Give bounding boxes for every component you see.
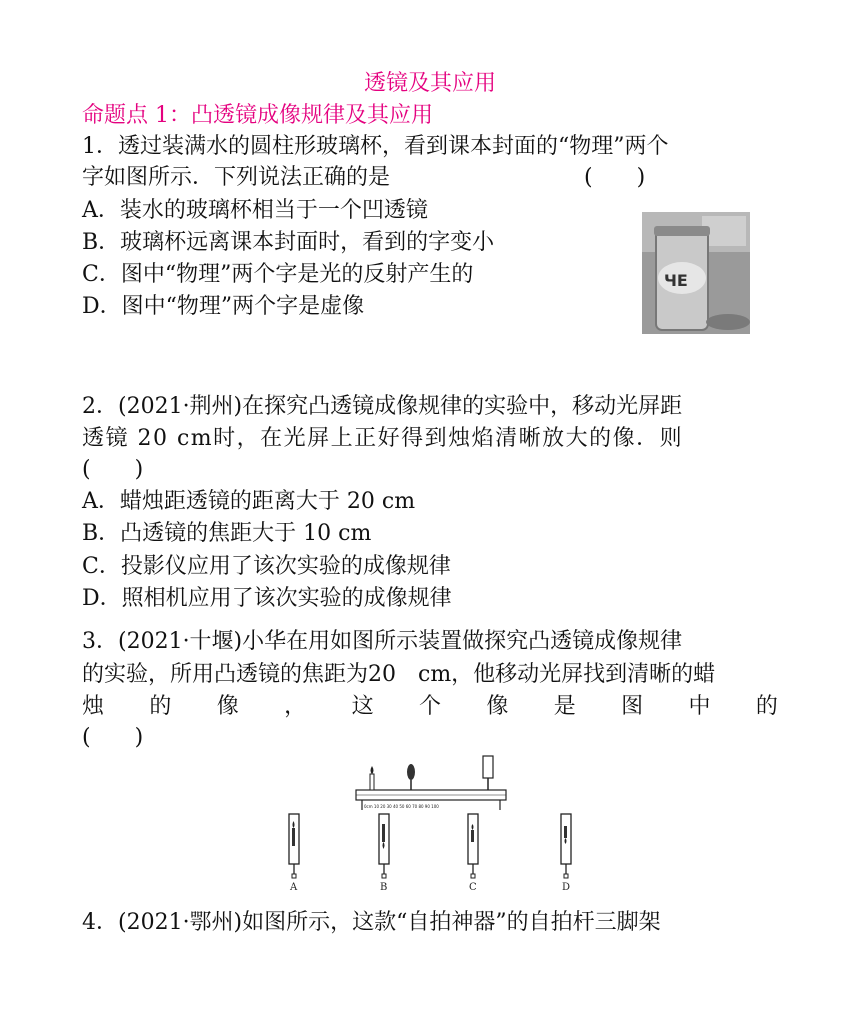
q3-word: 像 [216,694,239,719]
q1-answer-bracket: ( ) [584,165,646,190]
svg-text:0cm 10 20 30 40 50 60 70 80 90: 0cm 10 20 30 40 50 60 70 80 90 100 [364,804,439,809]
q1-stem-line2: 字如图所示．下列说法正确的是 [82,165,391,190]
q2-stem-line2-text: 透镜 20 cm时，在光屏上正好得到烛焰清晰放大的像．则 [82,426,684,451]
convex-lens [407,764,415,790]
q3-word: ， [284,694,307,719]
q1-option-a: A．装水的玻璃杯相当于一个凹透镜 [82,198,428,223]
optical-bench [356,790,506,810]
q2-stem-line2 [82,424,778,454]
glass-cup-photo [642,212,750,334]
q3-word: 像 [486,694,509,719]
q2-stem-line1: 2．(2021·荆州)在探究凸透镜成像规律的实验中，移动光屏距 [82,394,683,419]
page-title: 透镜及其应用 [363,71,496,96]
optical-bench-diagram [282,752,582,902]
q2-option-a: A．蜡烛距透镜的距离大于 20 cm [82,489,416,514]
option-a-image [289,814,299,893]
q3-word: 的 [755,694,778,719]
q2-answer-bracket: ( ) [82,457,144,482]
q1-option-d: D．图中“物理”两个字是虚像 [82,294,365,319]
option-b-image [379,814,389,893]
q4-stem-line1: 4．(2021·鄂州)如图所示，这款“自拍神器”的自拍杆三脚架 [82,910,661,935]
q3-word: 图 [621,694,644,719]
svg-text:ЧЕ: ЧЕ [664,271,688,290]
light-screen [483,756,493,790]
q3-word: 这 [351,694,374,719]
q2-option-d: D．照相机应用了该次实验的成像规律 [82,586,452,611]
q1-option-c: C．图中“物理”两个字是光的反射产生的 [82,262,474,287]
option-d-image [561,814,571,893]
q3-word: 个 [418,694,441,719]
q3-word: 烛 [82,694,105,719]
option-c-image [468,814,478,893]
q1-stem-line1: 1．透过装满水的圆柱形玻璃杯，看到课本封面的“物理”两个 [82,134,669,159]
q3-stem-line2: 的实验，所用凸透镜的焦距为20 cm，他移动光屏找到清晰的蜡 [82,662,716,687]
q3-stem-line3 [82,692,778,722]
q3-word: 的 [149,694,172,719]
option-b-label: B [380,882,388,893]
option-c-label: C [469,882,477,893]
q1-option-b: B．玻璃杯远离课本封面时，看到的字变小 [82,230,495,255]
option-d-label: D [562,882,571,893]
q3-word: 是 [553,694,576,719]
q3-stem-line1: 3．(2021·十堰)小华在用如图所示装置做探究凸透镜成像规律 [82,629,683,654]
candle [370,766,374,790]
section-heading: 命题点 1：凸透镜成像规律及其应用 [82,103,433,128]
q2-option-c: C．投影仪应用了该次实验的成像规律 [82,554,451,579]
q3-answer-bracket: ( ) [82,725,144,750]
q2-option-b: B．凸透镜的焦距大于 10 cm [82,521,372,546]
option-a-label: A [290,882,298,893]
q3-word: 中 [688,694,711,719]
